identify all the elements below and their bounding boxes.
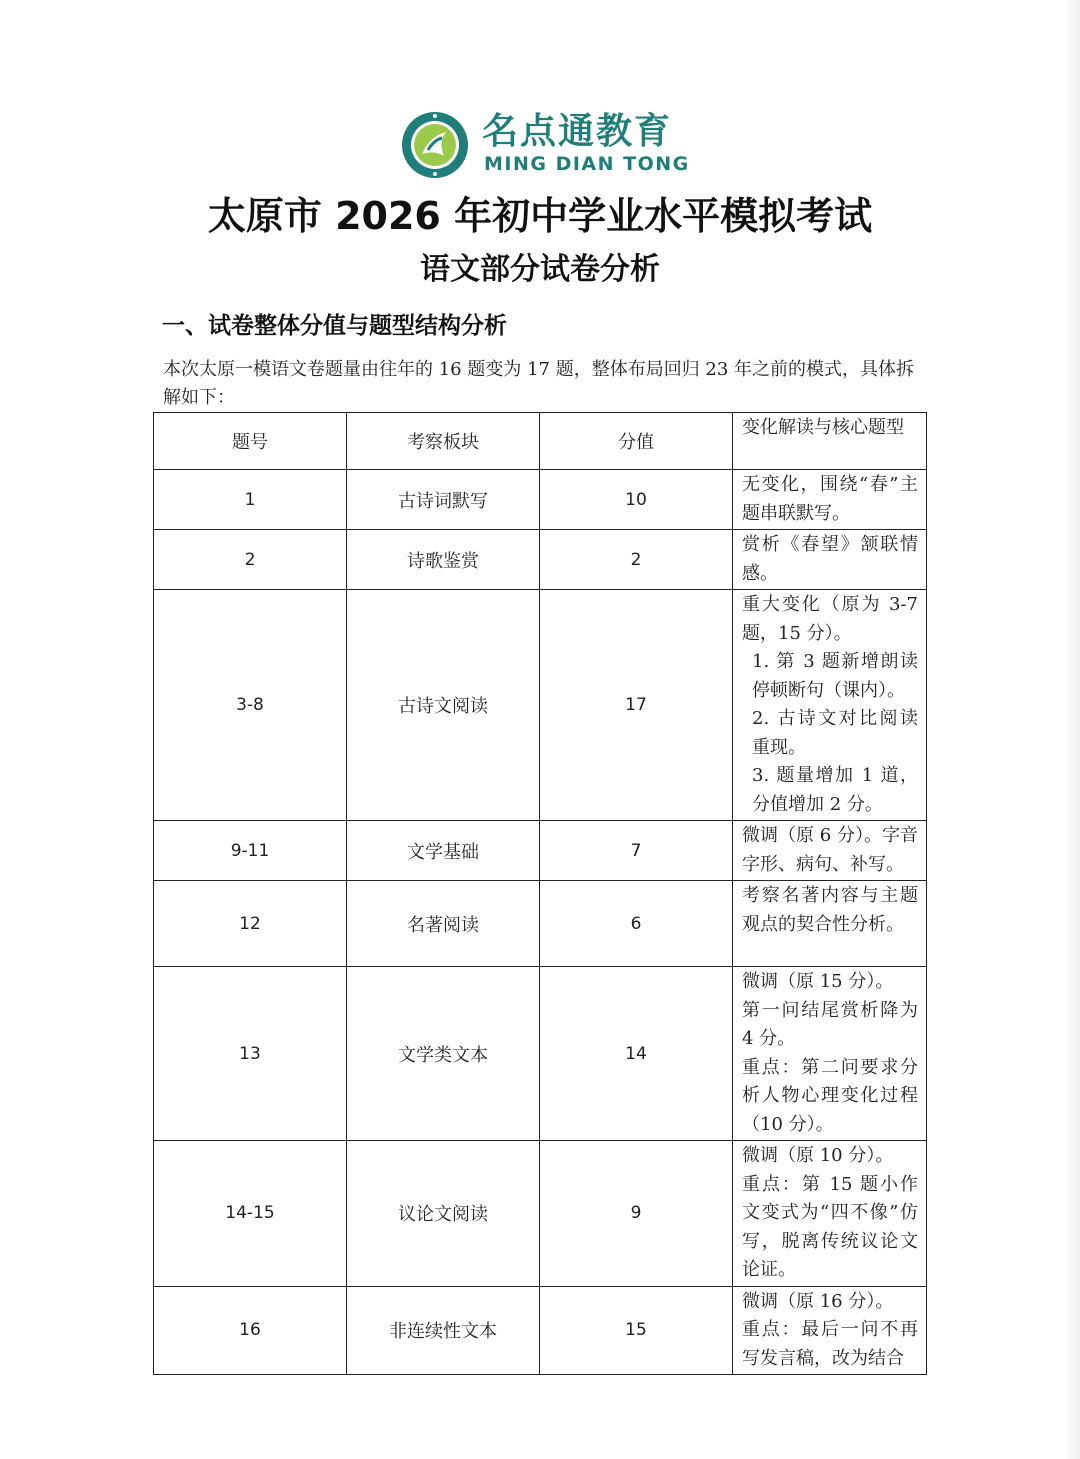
note-item: 3. 题量增加 1 道，分值增加 2 分。 bbox=[752, 765, 918, 815]
header-number: 题号 bbox=[154, 413, 347, 470]
header-score: 分值 bbox=[540, 413, 733, 470]
note-line: 考察名著内容与主题观点的契合性分析。 bbox=[742, 885, 918, 935]
cell-notes bbox=[733, 530, 927, 590]
brand-logo bbox=[400, 110, 690, 180]
cell-number: 14-15 bbox=[154, 1141, 347, 1287]
cell-score: 14 bbox=[540, 967, 733, 1141]
cell-module: 名著阅读 bbox=[347, 881, 540, 967]
note-line: 无变化，围绕“春”主题串联默写。 bbox=[742, 474, 918, 524]
cell-number: 1 bbox=[154, 470, 347, 530]
analysis-table bbox=[153, 412, 927, 1375]
cell-module: 议论文阅读 bbox=[347, 1141, 540, 1287]
cell-score: 9 bbox=[540, 1141, 733, 1287]
header-notes: 变化解读与核心题型 bbox=[733, 413, 927, 470]
note-line: 微调（原 15 分）。 bbox=[742, 971, 894, 992]
cell-score: 15 bbox=[540, 1286, 733, 1375]
table-row bbox=[154, 967, 927, 1141]
document-title: 太原市 2026 年初中学业水平模拟考试 bbox=[207, 194, 873, 238]
table-row bbox=[154, 530, 927, 590]
cell-score: 10 bbox=[540, 470, 733, 530]
cell-number: 16 bbox=[154, 1286, 347, 1375]
note-line: 重点：第 15 题小作文变式为“四不像”仿写，脱离传统议论文论证。 bbox=[742, 1173, 918, 1280]
cell-notes bbox=[733, 821, 927, 881]
cell-score: 17 bbox=[540, 590, 733, 821]
note-line: 重点：第二问要求分析人物心理变化过程（10 分）。 bbox=[742, 1056, 918, 1135]
table-row bbox=[154, 881, 927, 967]
cell-notes bbox=[733, 881, 927, 967]
cell-number: 2 bbox=[154, 530, 347, 590]
cell-module: 非连续性文本 bbox=[347, 1286, 540, 1375]
table-header-row bbox=[154, 413, 927, 470]
brand-emblem-icon bbox=[400, 110, 470, 180]
intro-paragraph: 本次太原一模语文卷题量由往年的 16 题变为 17 题，整体布局回归 23 年之前的模式，具体拆解如下： bbox=[163, 359, 915, 408]
note-line: 微调（原 10 分）。 bbox=[742, 1145, 894, 1166]
cell-notes bbox=[733, 470, 927, 530]
table-row bbox=[154, 821, 927, 881]
cell-number: 13 bbox=[154, 967, 347, 1141]
table-row bbox=[154, 470, 927, 530]
cell-score: 6 bbox=[540, 881, 733, 967]
cell-number: 12 bbox=[154, 881, 347, 967]
note-item: 1. 第 3 题新增朗读停顿断句（课内）。 bbox=[752, 651, 918, 701]
cell-module: 诗歌鉴赏 bbox=[347, 530, 540, 590]
note-line: 赏析《春望》颔联情感。 bbox=[742, 534, 918, 584]
note-line: 微调（原 16 分）。 bbox=[742, 1290, 894, 1312]
cell-module: 文学类文本 bbox=[347, 967, 540, 1141]
cell-module: 文学基础 bbox=[347, 821, 540, 881]
table-row bbox=[154, 1286, 927, 1375]
brand-name-en: MING DIAN TONG bbox=[484, 153, 690, 175]
note-line: 重大变化（原为 3-7 题，15 分）。 bbox=[742, 594, 918, 644]
header-module: 考察板块 bbox=[347, 413, 540, 470]
cell-notes bbox=[733, 1286, 927, 1375]
document-subtitle: 语文部分试卷分析 bbox=[420, 252, 660, 287]
cell-number: 3-8 bbox=[154, 590, 347, 821]
table-row bbox=[154, 590, 927, 821]
section-heading: 一、试卷整体分值与题型结构分析 bbox=[162, 313, 507, 339]
cell-score: 7 bbox=[540, 821, 733, 881]
cell-score: 2 bbox=[540, 530, 733, 590]
brand-name: 名点通教育 bbox=[482, 111, 673, 152]
cell-module: 古诗词默写 bbox=[347, 470, 540, 530]
cell-module: 古诗文阅读 bbox=[347, 590, 540, 821]
cell-notes bbox=[733, 590, 927, 821]
note-item: 2. 古诗文对比阅读重现。 bbox=[752, 708, 918, 758]
note-line: 微调（原 6 分）。字音字形、病句、补写。 bbox=[742, 825, 918, 875]
note-line: 第一问结尾赏析降为 4 分。 bbox=[742, 999, 918, 1049]
cell-number: 9-11 bbox=[154, 821, 347, 881]
cell-notes bbox=[733, 967, 927, 1141]
cell-notes bbox=[733, 1141, 927, 1287]
note-line: 重点：最后一问不再写发言稿，改为结合 bbox=[742, 1319, 918, 1369]
table-row bbox=[154, 1141, 927, 1287]
